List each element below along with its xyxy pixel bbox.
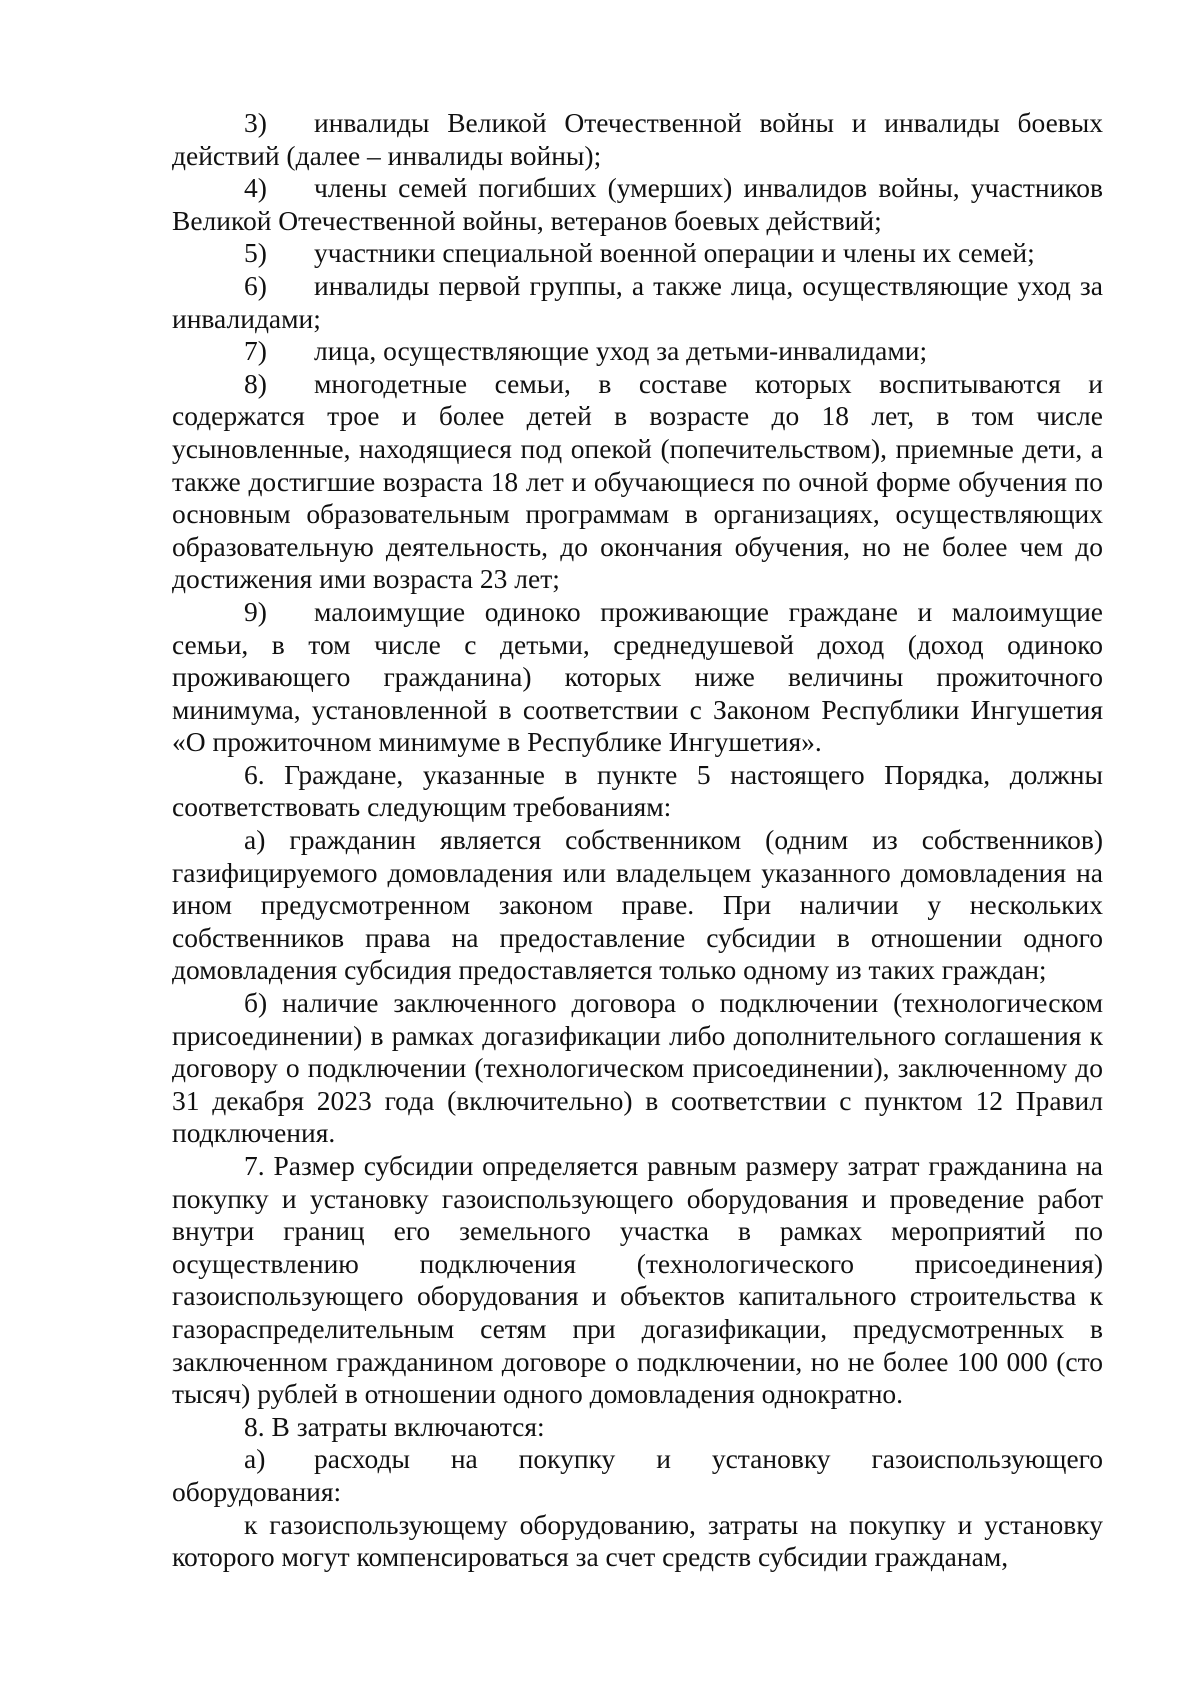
list-item xyxy=(172,270,1103,335)
list-item-number: 4) xyxy=(244,172,267,204)
list-item-text: члены семей погибших (умерших) инвалидов войны, участников Великой Отечественной войны, ветеранов боевых действий; xyxy=(172,172,1103,236)
list-item-number: 5) xyxy=(244,237,267,269)
paragraph-6: 6. Граждане, указанные в пункте 5 настоящего Порядка, должны соответствовать следующим требованиям: xyxy=(172,758,1103,823)
paragraph-8a-text: расходы на покупку и установку газоиспользующего оборудования: xyxy=(172,1443,1103,1507)
paragraph-8: 8. В затраты включаются: xyxy=(244,1410,545,1442)
paragraph-6b: б) наличие заключенного договора о подключении (технологическом присоединении) в рамках догазификации либо дополнительного соглашения к договору о подключении (технологическом присоединении), заключенному до 31 декабря 2023 года (включительно) в соответствии с пунктом 12 Правил подключения. xyxy=(172,987,1103,1149)
list-item-text: лица, осуществляющие уход за детьми-инвалидами; xyxy=(314,335,928,367)
paragraph-6a: а) гражданин является собственником (одним из собственников) газифицируемого домовладения или владельцем указанного домовладения на ином предусмотренном законом праве. При наличии у нескольких собственников права на предоставление субсидии в отношении одного домовладения субсидия предоставляется только одному из таких граждан; xyxy=(172,824,1103,986)
document-page xyxy=(172,107,1103,1574)
paragraph-8-continued: к газоиспользующему оборудованию, затраты на покупку и установку которого могут компенсироваться за счет средств субсидии гражданам, xyxy=(172,1508,1103,1573)
paragraph-8a-number: а) xyxy=(244,1443,266,1475)
list-item-number: 9) xyxy=(244,595,267,627)
list-item-number: 6) xyxy=(244,269,267,301)
list-item xyxy=(172,172,1103,237)
list-item-number: 8) xyxy=(244,367,267,399)
list-item xyxy=(172,368,1103,596)
list-item xyxy=(172,596,1103,759)
list-item-text: инвалиды первой группы, а также лица, осуществляющие уход за инвалидами; xyxy=(172,269,1103,334)
list-item-text: малоимущие одиноко проживающие граждане и малоимущие семьи, в том числе с детьми, среднедушевой доход (доход одиноко проживающего гражданина) которых ниже величины прожиточного минимума, установленной в соответствии с Законом Республики Ингушетия «О прожиточном минимуме в Республике Ингушетия». xyxy=(172,595,1103,758)
list-item-text: участники специальной военной операции и члены их семей; xyxy=(314,237,1035,269)
list-item xyxy=(172,237,1103,270)
list-item-number: 7) xyxy=(244,335,267,367)
list-item-text: инвалиды Великой Отечественной войны и инвалиды боевых действий (далее – инвалиды войны); xyxy=(172,107,1103,171)
list-item-text: многодетные семьи, в составе которых воспитываются и содержатся трое и более детей в возрасте до 18 лет, в том числе усыновленные, находящиеся под опекой (попечительством), приемные дети, а также достигшие возраста 18 лет и обучающиеся по очной форме обучения по основным образовательным программам в организациях, осуществляющих образовательную деятельность, до окончания обучения, но не более чем до достижения ими возраста 23 лет; xyxy=(172,367,1103,595)
list-item xyxy=(172,335,1103,368)
paragraph-8a xyxy=(172,1443,1103,1508)
paragraph-7: 7. Размер субсидии определяется равным размеру затрат гражданина на покупку и установку газоиспользующего оборудования и проведение работ внутри границ его земельного участка в рамках мероприятий по осуществлению подключения (технологического присоединения) газоиспользующего оборудования и объектов капитального строительства к газораспределительным сетям при догазификации, предусмотренных в заключенном гражданином договоре о подключении, но не более 100 000 (сто тысяч) рублей в отношении одного домовладения однократно. xyxy=(172,1150,1103,1410)
list-item xyxy=(172,107,1103,172)
list-item-number: 3) xyxy=(244,107,267,138)
